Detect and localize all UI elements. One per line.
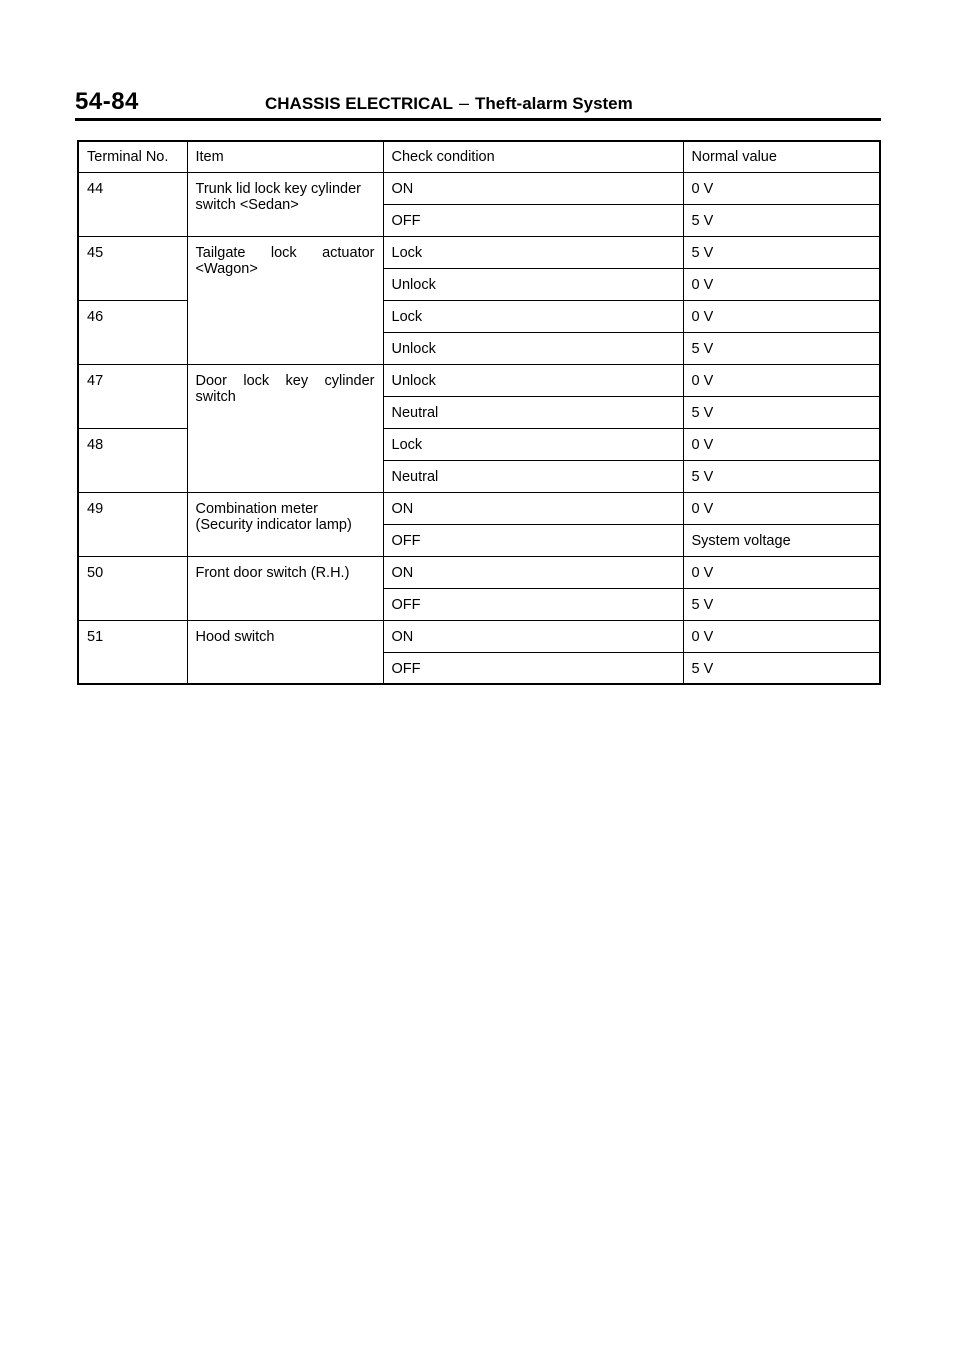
normal-value-cell: 5 V <box>683 652 880 684</box>
normal-value-cell: 5 V <box>683 588 880 620</box>
table-row <box>78 556 880 588</box>
column-header-item: Item <box>187 141 383 172</box>
check-condition-cell: Lock <box>383 236 683 268</box>
section-title: CHASSIS ELECTRICAL <box>265 94 453 113</box>
topic-title: Theft-alarm System <box>474 94 633 113</box>
item-word: key <box>285 372 309 389</box>
terminal-cell: 50 <box>78 556 187 620</box>
normal-value-cell: 0 V <box>683 492 880 524</box>
normal-value-cell: 5 V <box>683 332 880 364</box>
check-condition-cell: Neutral <box>383 460 683 492</box>
check-condition-cell: OFF <box>383 204 683 236</box>
check-condition-cell: Lock <box>383 300 683 332</box>
item-word: lock <box>270 244 297 261</box>
check-condition-cell: OFF <box>383 524 683 556</box>
table-header-row <box>78 141 880 172</box>
terminal-check-table <box>77 140 881 685</box>
normal-value-cell: 0 V <box>683 364 880 396</box>
check-condition-cell: Lock <box>383 428 683 460</box>
page-header <box>75 88 881 118</box>
item-word: Tailgate <box>195 244 246 261</box>
terminal-cell: 45 <box>78 236 187 300</box>
item-text-line: Combination meter <box>195 500 318 517</box>
normal-value-cell: 0 V <box>683 268 880 300</box>
column-header-terminal: Terminal No. <box>78 141 187 172</box>
check-condition-cell: Neutral <box>383 396 683 428</box>
column-header-check-condition: Check condition <box>383 141 683 172</box>
check-condition-cell: ON <box>383 172 683 204</box>
table-row <box>78 492 880 524</box>
item-text-line <box>196 373 375 389</box>
column-header-normal-value: Normal value <box>683 141 880 172</box>
item-text-line: Hood switch <box>195 628 275 645</box>
item-text-line: (Security indicator lamp) <box>195 516 352 533</box>
page-number: 54-84 <box>75 88 139 115</box>
normal-value-cell: 5 V <box>683 460 880 492</box>
normal-value-cell: 0 V <box>683 172 880 204</box>
item-word: actuator <box>322 244 375 261</box>
item-word: Door <box>195 372 227 389</box>
terminal-cell: 44 <box>78 172 187 236</box>
item-text-line: switch <box>195 388 236 405</box>
item-cell <box>187 556 383 620</box>
normal-value-cell: System voltage <box>683 524 880 556</box>
terminal-cell: 46 <box>78 300 187 364</box>
item-cell <box>187 364 383 492</box>
item-text-line <box>196 245 375 261</box>
normal-value-cell: 0 V <box>683 300 880 332</box>
item-text-line: Trunk lid lock key cylinder <box>195 180 361 197</box>
table-row <box>78 172 880 204</box>
table-row <box>78 620 880 652</box>
check-condition-cell: ON <box>383 620 683 652</box>
normal-value-cell: 5 V <box>683 396 880 428</box>
header-rule <box>75 118 881 121</box>
normal-value-cell: 5 V <box>683 236 880 268</box>
check-condition-cell: Unlock <box>383 268 683 300</box>
item-text-line: Front door switch (R.H.) <box>195 564 350 581</box>
check-condition-cell: Unlock <box>383 364 683 396</box>
terminal-cell: 48 <box>78 428 187 492</box>
normal-value-cell: 5 V <box>683 204 880 236</box>
item-cell <box>187 620 383 684</box>
normal-value-cell: 0 V <box>683 620 880 652</box>
check-condition-cell: ON <box>383 492 683 524</box>
normal-value-cell: 0 V <box>683 556 880 588</box>
page-title <box>265 93 633 114</box>
item-word: cylinder <box>324 372 375 389</box>
item-text-line: <Wagon> <box>195 260 258 277</box>
item-cell <box>187 492 383 556</box>
item-cell <box>187 236 383 364</box>
table-row <box>78 236 880 268</box>
normal-value-cell: 0 V <box>683 428 880 460</box>
item-word: lock <box>243 372 270 389</box>
check-condition-cell: OFF <box>383 652 683 684</box>
check-condition-cell: Unlock <box>383 332 683 364</box>
item-cell <box>187 172 383 236</box>
terminal-cell: 51 <box>78 620 187 684</box>
check-condition-cell: ON <box>383 556 683 588</box>
title-separator: – <box>458 93 469 113</box>
terminal-cell: 47 <box>78 364 187 428</box>
check-condition-cell: OFF <box>383 588 683 620</box>
item-text-line: switch <Sedan> <box>195 196 299 213</box>
table-row <box>78 364 880 396</box>
terminal-cell: 49 <box>78 492 187 556</box>
